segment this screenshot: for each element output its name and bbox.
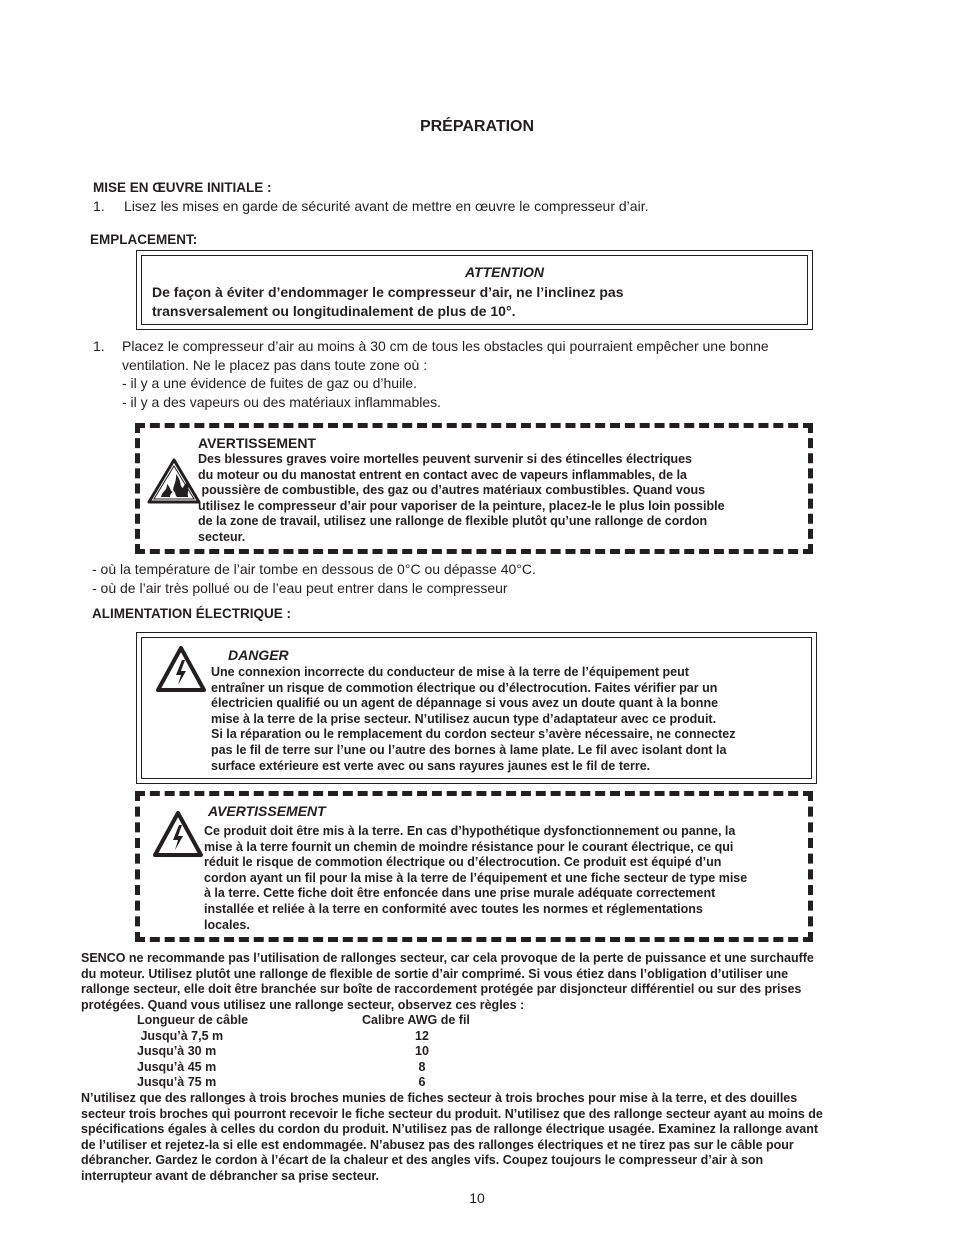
section-heading-emplacement: EMPLACEMENT: — [90, 232, 198, 247]
bullet-item: - où la température de l’air tombe en dessous de 0°C ou dépasse 40°C. — [92, 561, 536, 577]
danger-text-line: pas le fil de terre sur l’une ou l’autre des bornes à lame plate. Le fil avec isolant dont la — [211, 742, 727, 757]
warning-title: AVERTISSEMENT — [208, 803, 326, 819]
table-cell: Jusqu’à 45 m — [137, 1059, 217, 1074]
danger-box — [136, 632, 817, 784]
warning-text-line: du moteur ou du manostat entrent en contact avec de vapeurs inflammables, de la — [198, 467, 688, 482]
warning-text — [204, 824, 747, 933]
bullet-item: - où de l’air très pollué ou de l’eau peut entrer dans le compresseur — [92, 579, 508, 596]
table-cell: Jusqu’à 75 m — [137, 1075, 217, 1089]
warning-text-line: poussière de combustible, des gaz ou d’autres matériaux combustibles. Quand vous — [198, 483, 706, 498]
electric-shock-icon — [155, 645, 207, 693]
paragraph-line: débrancher. Gardez le cordon à l’écart de la chaleur et des angles vifs. Coupez toujours le compresseur d’air à son — [81, 1153, 764, 1168]
warning-title: AVERTISSEMENT — [198, 435, 316, 451]
bullet-item: - il y a des vapeurs ou des matériaux inflammables. — [122, 393, 442, 410]
warning-text-line: cordon ayant un fil pour la mise à la terre de l’équipement et une fiche secteur de type mise — [204, 870, 748, 885]
danger-text-line: entraîner un risque de commotion électrique ou d’électrocution. Faites vérifier par un — [211, 680, 718, 695]
warning-text-line: à la terre. Cette fiche doit être enfoncée dans une prise murale adéquate correctement — [204, 886, 716, 901]
table-cell: 12 — [415, 1028, 429, 1043]
warning-text-line: utilisez le compresseur d’air pour vaporiser de la peinture, placez-le le plus loin possible — [198, 498, 725, 513]
warning-text-line: réduit le risque de commotion électrique ou d’électrocution. Ce produit est équipé d’un — [204, 855, 722, 870]
table-cell: 10 — [415, 1044, 429, 1058]
paragraph-line: secteur trois broches qui pourront recevoir le fiche secteur du produit. N’utilisez que des rallonge secteur ayant au moins de — [81, 1106, 823, 1121]
danger-text — [211, 665, 736, 774]
warning-text-line: mise à la terre fournit un chemin de moindre résistance pour le courant électrique, ce qui — [204, 839, 734, 854]
danger-text-line: électricien qualifié ou un agent de dépannage si vous avez un doute quant à la bonne — [211, 696, 719, 711]
attention-text-line-2: transversalement ou longitudinalement de plus de 10°. — [152, 302, 516, 319]
danger-text-line: mise à la terre de la prise secteur. N’utilisez aucun type d’adaptateur avec ce produit. — [211, 711, 717, 726]
warning-text-line: secteur. — [198, 529, 246, 544]
warning-text-line: locales. — [204, 917, 250, 932]
warning-text-line: de la zone de travail, utilisez une rallonge de flexible plutôt qu’une rallonge de cordon — [198, 514, 708, 529]
page-number: 10 — [469, 1190, 485, 1206]
danger-text-line: Si la réparation ou le remplacement du cordon secteur s’avère nécessaire, ne connectez — [211, 727, 736, 742]
warning-text-line: Des blessures graves voire mortelles peuvent survenir si des étincelles électriques — [198, 452, 692, 466]
extension-cord-table — [137, 1013, 482, 1091]
danger-text-line: surface extérieure est verte avec ou sans rayures jaunes est le fil de terre. — [211, 758, 651, 773]
fire-hazard-icon — [146, 457, 202, 505]
list-number: 1. — [93, 198, 105, 214]
list-item: Lisez les mises en garde de sécurité avant de mettre en œuvre le compresseur d’air. — [124, 198, 649, 214]
paragraph-line: du moteur. Utilisez plutôt une rallonge de flexible de sortie d’air comprimé. Si vous étiez dans l’obligation d’utiliser une — [81, 966, 789, 981]
table-cell: 6 — [418, 1075, 426, 1089]
senco-paragraph — [81, 951, 814, 1013]
warning-text-line: Ce produit doit être mis à la terre. En cas d’hypothétique dysfonctionnement ou panne, la — [204, 824, 736, 838]
danger-text-line: Une connexion incorrecte du conducteur de mise à la terre de l’équipement peut — [211, 665, 689, 679]
danger-title: DANGER — [228, 647, 289, 663]
paragraph-line: de l’utiliser et rejetez-la si elle est endommagée. N’abusez pas des rallonges électriques et ne tirez pas sur le câble pour — [81, 1137, 794, 1152]
table-cell: Jusqu’à 7,5 m — [137, 1028, 224, 1043]
list-item-line-2: ventilation. Ne le placez pas dans toute zone où : — [122, 356, 428, 373]
paragraph-line: spécifications égales à celles du cordon du produit. N’utilisez pas de rallonge électrique usagée. Examinez la rallonge avant — [81, 1122, 819, 1137]
table-cell: 8 — [418, 1059, 426, 1074]
warning-box-flammable — [135, 423, 813, 554]
warning-box-grounding — [135, 791, 813, 942]
paragraph-line: SENCO ne recommande pas l’utilisation de rallonges secteur, car cela provoque de la perte de puissance et une surchauffe — [81, 951, 814, 965]
section-heading-alimentation: ALIMENTATION ÉLECTRIQUE : — [92, 606, 291, 621]
attention-title: ATTENTION — [464, 264, 545, 280]
paragraph-line: rallonge secteur, elle doit être branchée sur boîte de raccordement protégée par disjoncteur différentiel ou sur des prises — [81, 982, 802, 997]
table-header: Longueur de câble — [137, 1013, 249, 1027]
attention-box — [136, 250, 813, 330]
table-header: Calibre AWG de fil — [362, 1013, 470, 1027]
paragraph-line: N’utilisez que des rallonges à trois broches munies de fiches secteur à trois broches pour mise à la terre, et des douilles — [81, 1091, 798, 1105]
warning-text-line: installée et reliée à la terre en conformité avec toutes les normes et réglementations — [204, 901, 703, 916]
warning-text — [198, 452, 725, 546]
page-title: PRÉPARATION — [419, 118, 535, 135]
bullet-item: - il y a une évidence de fuites de gaz ou d’huile. — [122, 375, 417, 391]
section-heading-mise-en-oeuvre: MISE EN ŒUVRE INITIALE : — [93, 180, 272, 195]
electric-shock-icon — [152, 810, 204, 858]
list-item-line-1: Placez le compresseur d’air au moins à 30 cm de tous les obstacles qui pourraient empêcher une bonne — [122, 338, 769, 354]
table-cell: Jusqu’à 30 m — [137, 1044, 217, 1058]
paragraph-line: protégées. Quand vous utilisez une rallonge secteur, observez ces règles : — [81, 997, 525, 1012]
attention-text-line-1: De façon à éviter d’endommager le compresseur d’air, ne l’inclinez pas — [152, 284, 624, 300]
list-number: 1. — [93, 338, 105, 354]
paragraph-line: interrupteur avant de débrancher sa prise secteur. — [81, 1168, 380, 1183]
closing-paragraph — [81, 1091, 823, 1185]
